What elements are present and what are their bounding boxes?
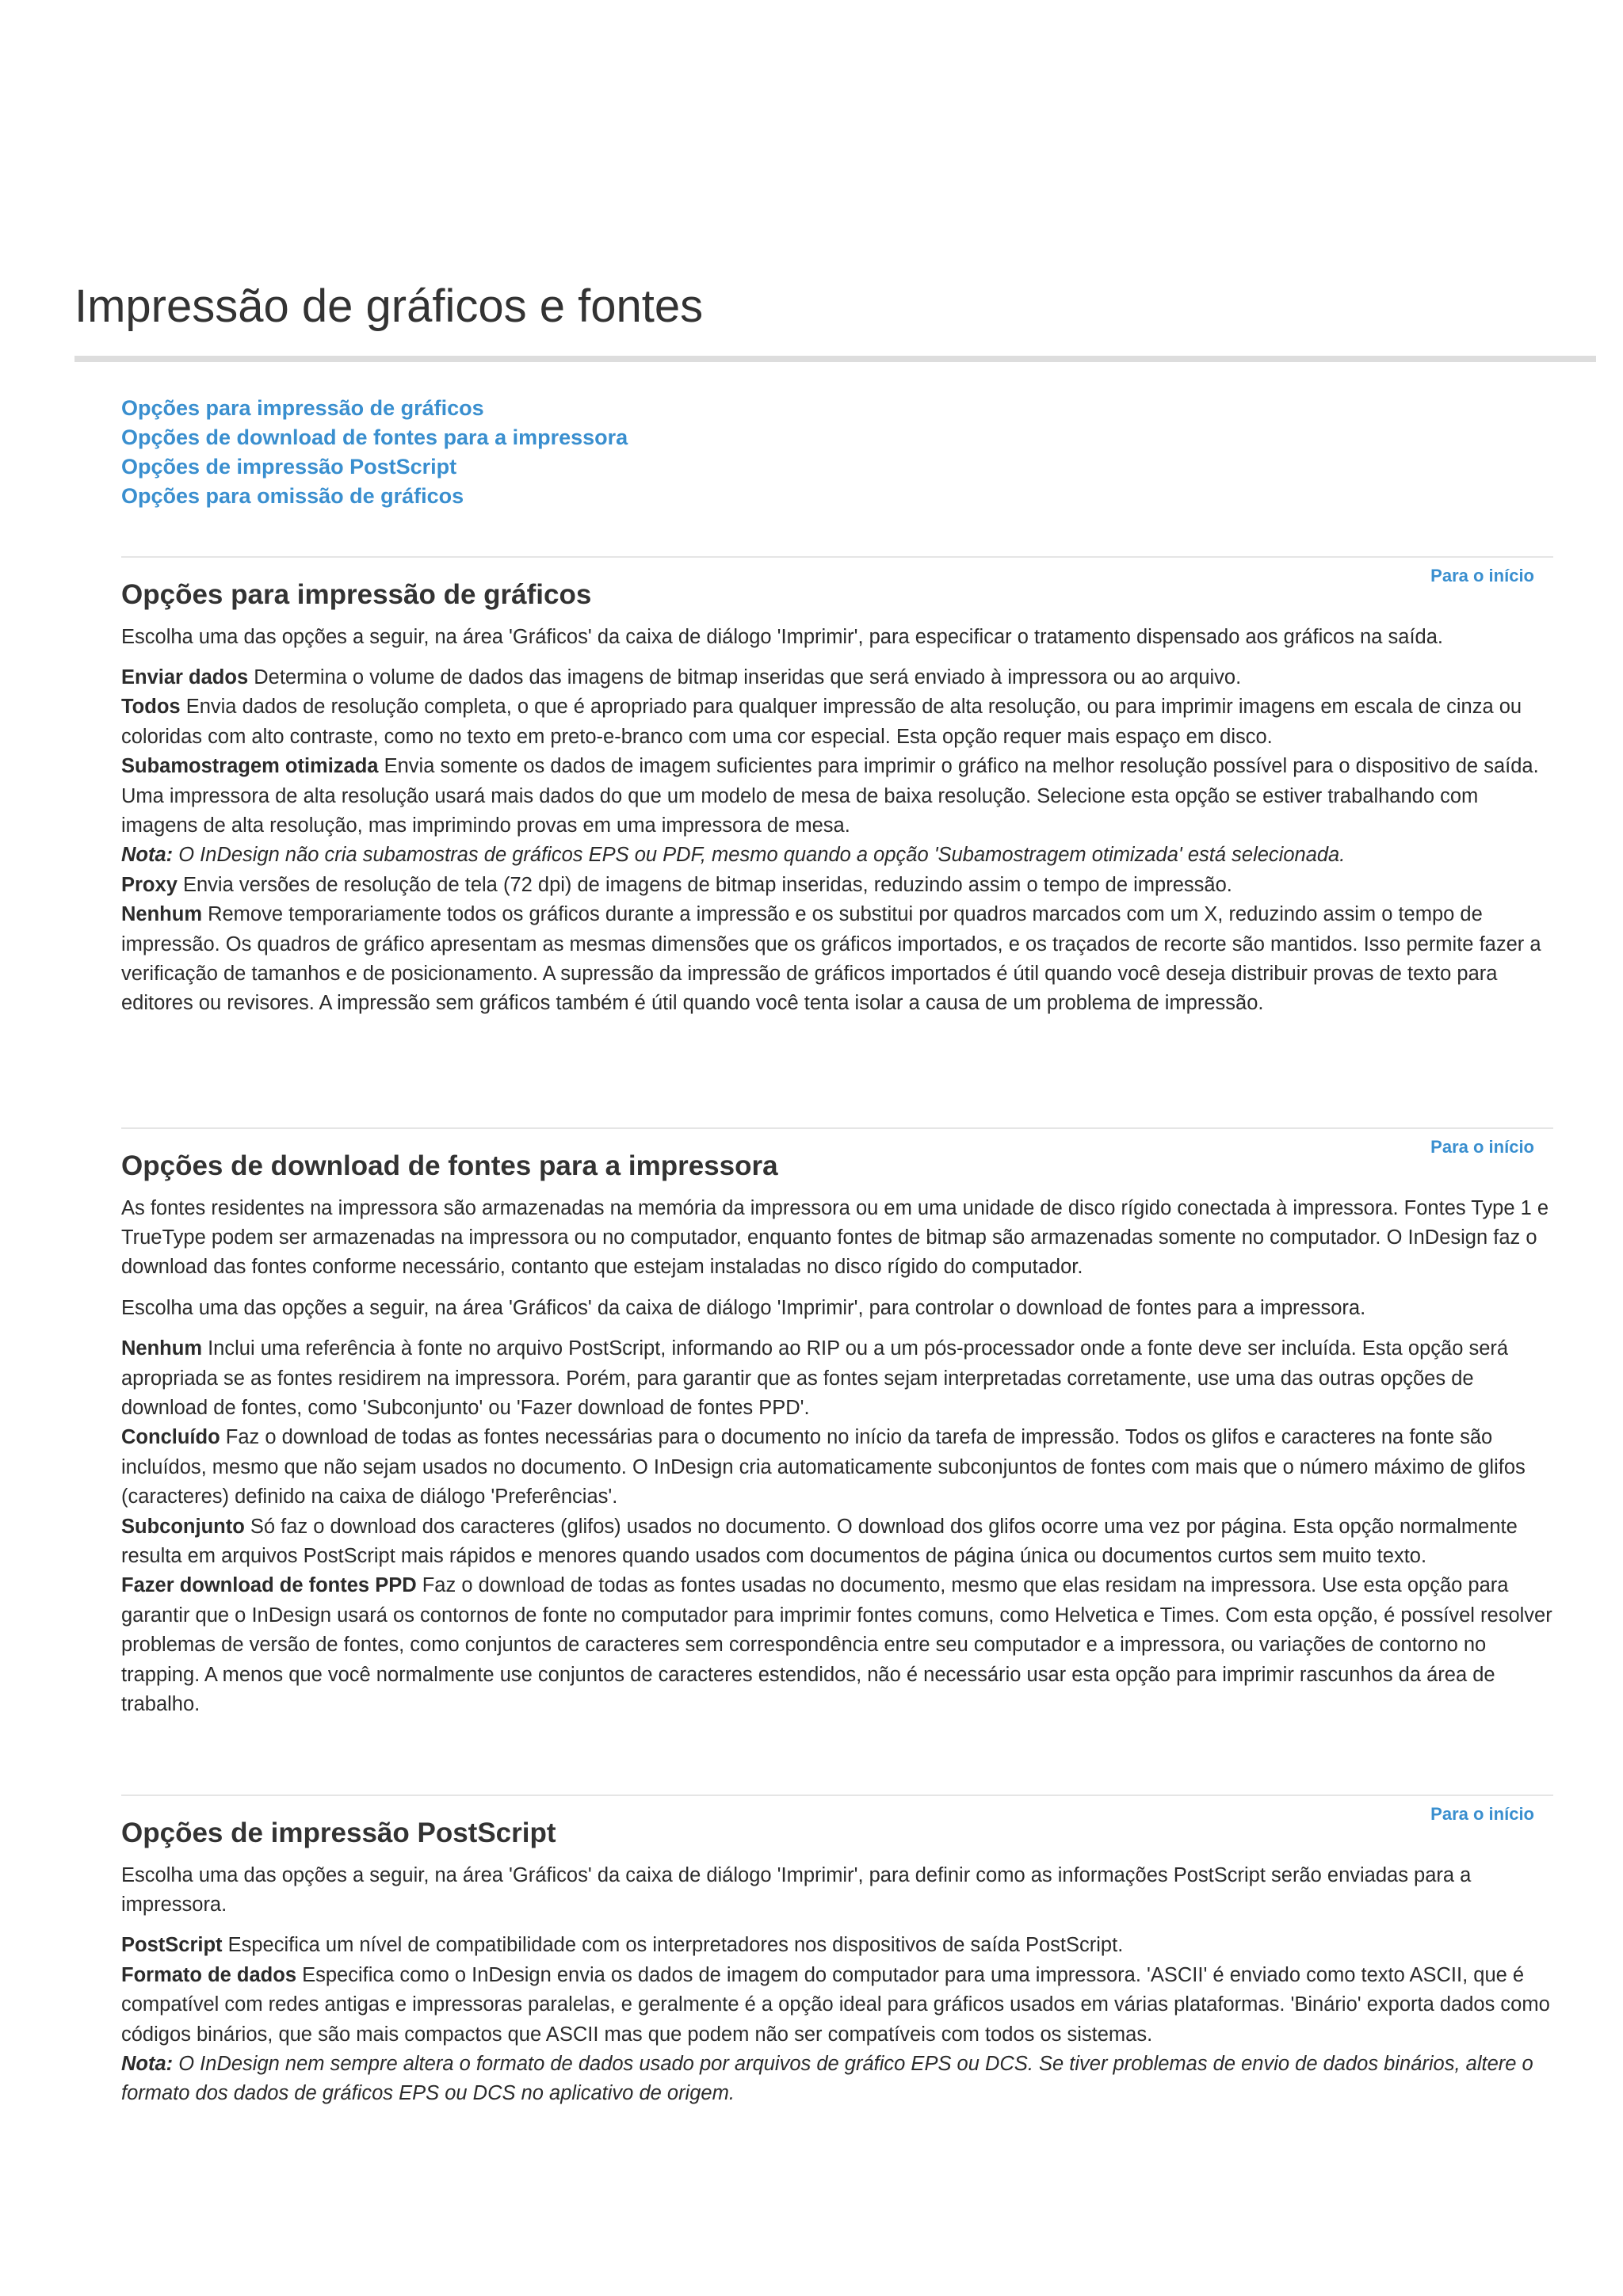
definition-text: Faz o download de todas as fontes necessárias para o documento no início da tarefa de impressão. Todos os glifos e caracteres na fonte são incluídos, mesmo que não sejam usados no documento. O InDesign cria automaticamente subconjuntos de fontes com mais que o número máximo de glifos (caracteres) definido na caixa de diálogo 'Preferências'.	[121, 1426, 1526, 1508]
definition-text: Determina o volume de dados das imagens de bitmap inseridas que será enviado à impressora ou ao arquivo.	[248, 666, 1242, 688]
toc-link-omit-graphics[interactable]: Opções para omissão de gráficos	[121, 484, 464, 508]
note	[121, 841, 1553, 870]
section-divider	[121, 1127, 1553, 1129]
section-divider	[121, 1794, 1553, 1796]
definition-term: PostScript	[121, 1934, 223, 1957]
definition-item	[121, 871, 1553, 900]
note-text: O InDesign não cria subamostras de gráficos EPS ou PDF, mesmo quando a opção 'Subamostragem otimizada' está selecionada.	[173, 844, 1346, 867]
definition-text: Especifica um nível de compatibilidade com os interpretadores nos dispositivos de saída PostScript.	[222, 1934, 1124, 1957]
section-intro-secondary: Escolha uma das opções a seguir, na área 'Gráficos' da caixa de diálogo 'Imprimir', para controlar o download de fontes para a impressora.	[121, 1296, 1366, 1319]
definition-term: Subconjunto	[121, 1515, 245, 1538]
definition-item	[121, 1512, 1553, 1572]
definition-item	[121, 1571, 1553, 1719]
section-heading: Opções de impressão PostScript	[121, 1817, 556, 1848]
toc-link-graphics[interactable]: Opções para impressão de gráficos	[121, 396, 484, 420]
section-intro: Escolha uma das opções a seguir, na área 'Gráficos' da caixa de diálogo 'Imprimir', para definir como as informações PostScript serão enviadas para a impressora.	[121, 1863, 1472, 1916]
definition-item	[121, 1931, 1553, 1960]
definition-item	[121, 752, 1553, 841]
back-to-top-link[interactable]: Para o início	[1430, 1137, 1534, 1157]
definition-text: Remove temporariamente todos os gráficos durante a impressão e os substitui por quadros marcados com um X, reduzindo assim o tempo de impressão. Os quadros de gráfico apresentam as mesmas dimensões que os gráficos importados, e os traçados de recorte são mantidos. Isso permite fazer a verificação de tamanhos e de posicionamento. A supressão da impressão de gráficos importados é útil quando você deseja distribuir provas de texto para editores ou revisores. A impressão sem gráficos também é útil quando você tenta isolar a causa de um problema de impressão.	[121, 903, 1541, 1015]
definition-text: Envia somente os dados de imagem suficientes para imprimir o gráfico na melhor resolução possível para o dispositivo de saída. Uma impressora de alta resolução usará mais dados do que um modelo de mesa de baixa resolução. Selecione esta opção se estiver trabalhando com imagens de alta resolução, mas imprimindo provas em uma impressora de mesa.	[121, 755, 1539, 837]
back-to-top-link[interactable]: Para o início	[1430, 1804, 1534, 1824]
definition-term: Enviar dados	[121, 666, 249, 688]
definition-text: Envia dados de resolução completa, o que é apropriado para qualquer impressão de alta resolução, ou para imprimir imagens em escala de cinza ou coloridas com alto contraste, como no texto em preto-e-branco com uma cor especial. Esta opção requer mais espaço em disco.	[121, 696, 1522, 748]
definition-term: Nenhum	[121, 1337, 202, 1360]
toc-link-postscript[interactable]: Opções de impressão PostScript	[121, 455, 457, 479]
section-postscript-options	[121, 1794, 1553, 2109]
definition-item	[121, 900, 1553, 1019]
definition-item	[121, 663, 1553, 692]
definition-term: Nenhum	[121, 903, 202, 926]
section-divider	[121, 556, 1553, 558]
toc-link-font-download[interactable]: Opções de download de fontes para a impressora	[121, 425, 628, 449]
definition-term: Subamostragem otimizada	[121, 755, 379, 778]
definition-term: Todos	[121, 696, 181, 719]
back-to-top-link[interactable]: Para o início	[1430, 566, 1534, 585]
section-heading: Opções para impressão de gráficos	[121, 579, 592, 610]
note-text: O InDesign nem sempre altera o formato de dados usado por arquivos de gráfico EPS ou DCS. Se tiver problemas de envio de dados binários, altere o formato dos dados de gráficos EPS ou DCS no aplicativo de origem.	[121, 2052, 1533, 2105]
definition-term: Formato de dados	[121, 1963, 297, 1986]
definition-text: Faz o download de todas as fontes usadas no documento, mesmo que elas residam na impressora. Use esta opção para garantir que o InDesign usará os contornos de fonte no computador para imprimir fontes comuns, como Helvetica e Times. Com esta opção, é possível resolver problemas de versão de fontes, como conjuntos de caracteres sem correspondência entre seu computador e a impressora, ou variações de contorno no trapping. A menos que você normalmente use conjuntos de caracteres estendidos, não é necessário usar esta opção para imprimir rascunhos da área de trabalho.	[121, 1574, 1552, 1715]
section-intro: As fontes residentes na impressora são armazenadas na memória da impressora ou em uma unidade de disco rígido conectada à impressora. Fontes Type 1 e TrueType podem ser armazenadas na impressora ou no computador, enquanto fontes de bitmap são armazenadas somente no computador. O InDesign faz o download das fontes conforme necessário, contanto que estejam instaladas no disco rígido do computador.	[121, 1196, 1549, 1279]
note-label: Nota:	[121, 2052, 174, 2075]
definition-item	[121, 1334, 1553, 1423]
section-font-download-options	[121, 1127, 1553, 1719]
definition-text: Inclui uma referência à fonte no arquivo PostScript, informando ao RIP ou a um pós-processador onde a fonte deve ser incluída. Esta opção será apropriada se as fontes residirem na impressora. Porém, para garantir que as fontes sejam interpretadas corretamente, use uma das outras opções de download de fontes, como 'Subconjunto' ou 'Fazer download de fontes PPD'.	[121, 1337, 1509, 1419]
definition-item	[121, 1961, 1553, 2050]
definition-term: Fazer download de fontes PPD	[121, 1574, 417, 1597]
definition-text: Envia versões de resolução de tela (72 dpi) de imagens de bitmap inseridas, reduzindo assim o tempo de impressão.	[177, 873, 1232, 896]
section-intro: Escolha uma das opções a seguir, na área 'Gráficos' da caixa de diálogo 'Imprimir', para especificar o tratamento dispensado aos gráficos na saída.	[121, 625, 1443, 648]
definition-term: Proxy	[121, 873, 178, 896]
table-of-contents	[121, 394, 628, 511]
title-divider	[74, 356, 1596, 362]
section-graphics-options	[121, 556, 1553, 1019]
note-label: Nota:	[121, 844, 174, 867]
definition-text: Especifica como o InDesign envia os dados de imagem do computador para uma impressora. 'ASCII' é enviado como texto ASCII, que é compatível com redes antigas e impressoras paralelas, e geralmente é a opção ideal para gráficos usados em várias plataformas. 'Binário' exporta dados como códigos binários, que são mais compactos que ASCII mas que podem não ser compatíveis com todos os sistemas.	[121, 1963, 1550, 2046]
note	[121, 2050, 1553, 2109]
definition-item	[121, 1423, 1553, 1512]
page-title: Impressão de gráficos e fontes	[74, 280, 704, 332]
definition-item	[121, 692, 1553, 752]
definition-term: Concluído	[121, 1426, 220, 1449]
definition-text: Só faz o download dos caracteres (glifos) usados no documento. O download dos glifos ocorre uma vez por página. Esta opção normalmente resulta em arquivos PostScript mais rápidos e menores quando usados com documentos de página única ou documentos curtos sem muito texto.	[121, 1515, 1518, 1567]
section-heading: Opções de download de fontes para a impressora	[121, 1150, 778, 1181]
